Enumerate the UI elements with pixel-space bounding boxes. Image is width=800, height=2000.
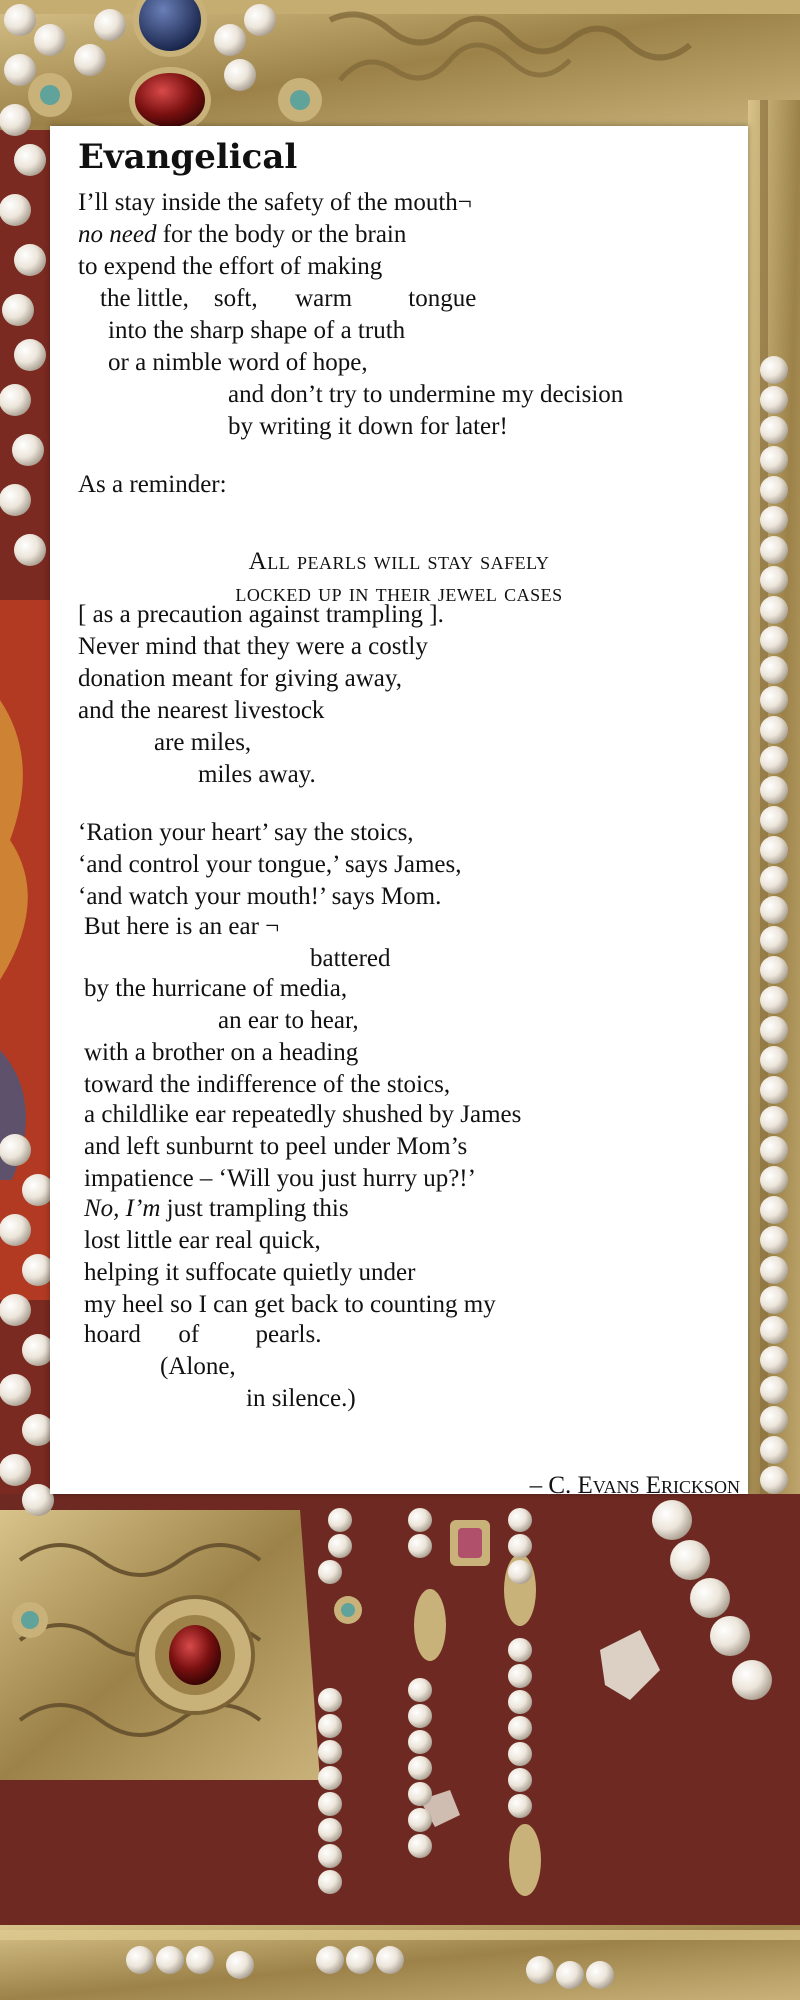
italic-phrase: No, I’m: [84, 1195, 161, 1222]
poem-line: a childlike ear repeatedly shushed by James: [84, 1101, 522, 1128]
poem-line: I’ll stay inside the safety of the mouth¬: [78, 189, 472, 216]
poem-line: [78, 220, 406, 250]
poem-line: lost little ear real quick,: [84, 1227, 321, 1254]
poem-line: impatience – ‘Will you just hurry up?!’: [84, 1165, 476, 1192]
small-caps-line: locked up in their jewel cases: [235, 580, 563, 607]
poem-line: battered: [310, 945, 391, 972]
poem-line: the little, soft, warm tongue: [100, 285, 477, 312]
poem-line: my heel so I can get back to counting my: [84, 1291, 496, 1318]
poem-line: toward the indifference of the stoics,: [84, 1071, 451, 1098]
poem-line: and the nearest livestock: [78, 697, 325, 724]
poem-line: are miles,: [154, 729, 252, 756]
poem-line: ‘and control your tongue,’ says James,: [78, 851, 462, 878]
poem-line: donation meant for giving away,: [78, 665, 402, 692]
poem-line: Never mind that they were a costly: [78, 633, 428, 660]
poem-title: Evangelical: [78, 137, 298, 177]
poem-line: an ear to hear,: [218, 1007, 359, 1034]
poem-line: [84, 1194, 349, 1224]
poem-line-text: for the body or the brain: [156, 221, 407, 248]
poem-line: (Alone,: [160, 1353, 236, 1380]
poem-line: and don’t try to undermine my decision: [228, 381, 624, 408]
poem-line: But here is an ear ¬: [84, 913, 280, 940]
poem-line: miles away.: [198, 761, 316, 788]
poem-line: ‘Ration your heart’ say the stoics,: [78, 819, 414, 846]
poem-line: to expend the effort of making: [78, 253, 383, 280]
poem-line: by writing it down for later!: [228, 413, 508, 440]
poem-line: As a reminder:: [78, 471, 227, 498]
small-caps-line: All pearls will stay safely: [248, 548, 550, 575]
poem-card: [50, 126, 748, 1499]
poem-line: ‘and watch your mouth!’ says Mom.: [78, 883, 442, 910]
italic-phrase: no need: [78, 221, 157, 248]
poem-line: into the sharp shape of a truth: [108, 317, 406, 344]
poem-line: [ as a precaution against trampling ].: [78, 601, 444, 628]
poem-line: hoard of pearls.: [84, 1321, 322, 1348]
poem-line: or a nimble word of hope,: [108, 349, 368, 376]
poem-line: helping it suffocate quietly under: [84, 1259, 416, 1286]
poem-line: and left sunburnt to peel under Mom’s: [84, 1133, 468, 1160]
poem-line: by the hurricane of media,: [84, 975, 348, 1002]
poem-line: in silence.): [246, 1385, 356, 1412]
author-signature: – C. Evans Erickson: [529, 1472, 740, 1499]
poem-line-text: just trampling this: [160, 1195, 349, 1222]
poem-line: with a brother on a heading: [84, 1039, 359, 1066]
